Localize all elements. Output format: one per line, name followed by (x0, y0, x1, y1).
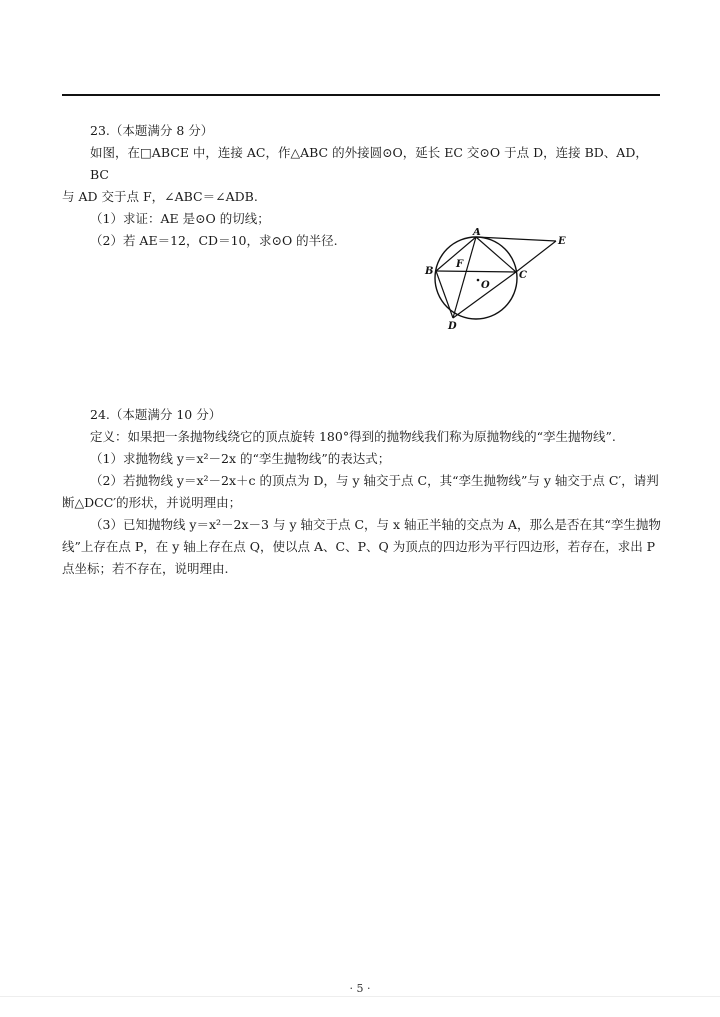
problem-24-part-2-cont: 断△DCC′的形状，并说明理由； (62, 495, 242, 510)
segment-ec (516, 241, 556, 272)
top-rule (62, 94, 660, 96)
problem-24-part-3-cont-2: 点坐标；若不存在，说明理由. (62, 561, 229, 576)
bottom-edge (0, 996, 720, 997)
segment-bc (436, 271, 516, 272)
problem-23-heading: 23.（本题满分 8 分） (90, 123, 214, 138)
label-e: E (558, 236, 566, 247)
problem-24-definition: 定义：如果把一条抛物线绕它的顶点旋转 180°得到的抛物线我们称为原抛物线的“孪生抛物线”. (90, 429, 616, 444)
problem-23-line-1: 如图，在□ABCE 中，连接 AC，作△ABC 的外接圆⊙O，延长 EC 交⊙O 于点 D，连接 BD、AD，BC (90, 145, 648, 182)
label-f: F (456, 259, 464, 270)
problem-23-line-2: 与 AD 交于点 F，∠ABC＝∠ADB. (62, 189, 258, 204)
label-b: B (425, 266, 434, 277)
problem-24-part-3: （3）已知抛物线 y＝x²－2x－3 与 y 轴交于点 C，与 x 轴正半轴的交点为 A，那么是否在其“孪生抛物 (90, 517, 661, 532)
circle-o (435, 237, 517, 319)
label-o: O (481, 280, 490, 291)
problem-23-part-2: （2）若 AE＝12，CD＝10，求⊙O 的半径. (90, 233, 338, 248)
label-c: C (519, 270, 527, 281)
problem-24-part-2: （2）若抛物线 y＝x²－2x＋c 的顶点为 D，与 y 轴交于点 C，其“孪生抛物线”与 y 轴交于点 C′，请判 (90, 473, 659, 488)
problem-23-part-1: （1）求证：AE 是⊙O 的切线； (90, 211, 270, 226)
page-number: · 5 · (349, 982, 371, 995)
segment-ad (453, 237, 476, 318)
center-point (477, 279, 480, 282)
label-d: D (448, 321, 457, 332)
problem-24-part-3-cont-1: 线”上存在点 P，在 y 轴上存在点 Q，使以点 A、C、P、Q 为顶点的四边形为平行四边形，若存在，求出 P (62, 539, 656, 554)
problem-24-part-1: （1）求抛物线 y＝x²－2x 的“孪生抛物线”的表达式； (90, 451, 391, 466)
problem-24-heading: 24.（本题满分 10 分） (90, 407, 222, 422)
label-a: A (473, 228, 481, 238)
geometry-figure (420, 228, 570, 338)
problem-24 (62, 404, 662, 580)
problem-23 (62, 120, 662, 252)
segment-cd (453, 272, 516, 318)
